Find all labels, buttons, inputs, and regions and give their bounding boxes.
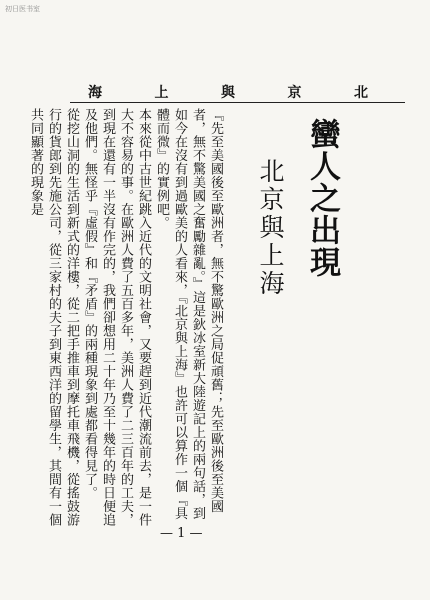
running-title-char: 京 xyxy=(287,85,302,101)
body-text xyxy=(28,108,224,528)
header-rule xyxy=(70,102,405,103)
page-number: — 1 — xyxy=(160,526,203,541)
chapter-title: 蠻人之出現 xyxy=(304,118,340,278)
page-header xyxy=(88,82,368,100)
running-title xyxy=(88,82,368,102)
paragraph: 『先至美國後至歐洲者，無不驚歐洲之局促頑舊；先至歐洲後至美國者，無不驚美國之奮勵雜亂。』這是鈥冰室新大陸遊記上的兩句話，到如今在沒有到過歐美的人看來，『北京與上海』也許可以算作一個『具體而微』的實例吧。 xyxy=(154,108,223,520)
corner-watermark: 初日医书室 xyxy=(5,5,40,13)
running-title-char: 北 xyxy=(354,85,368,101)
running-title-char: 海 xyxy=(88,85,102,101)
section-title: 北京與上海 xyxy=(256,158,285,298)
paragraph: 從挖山洞的生活到新式的洋樓，從二把手推車到摩托車飛機，從搖鼓游行的貨郎到先施公司，從三家村的夫子到東西洋的留學生，其間有一個共同顯著的現象是 xyxy=(28,108,79,527)
running-title-char: 上 xyxy=(154,85,169,101)
running-title-char: 與 xyxy=(221,85,235,101)
paragraph: 本來從中古世紀跳入近代的文明社會，又要趕到近代潮流前去，是一件大不容易的事。在歐洲人費了五百多年，美洲人費了二三百年的工夫，到現在還有一半沒有作完的，我們卻想用二十年乃至十幾年的時日便追及他們。無怪乎『虛假』和『矛盾』的兩種現象到處都看得見了。 xyxy=(82,108,151,527)
page-number-value: 1 xyxy=(177,526,186,541)
